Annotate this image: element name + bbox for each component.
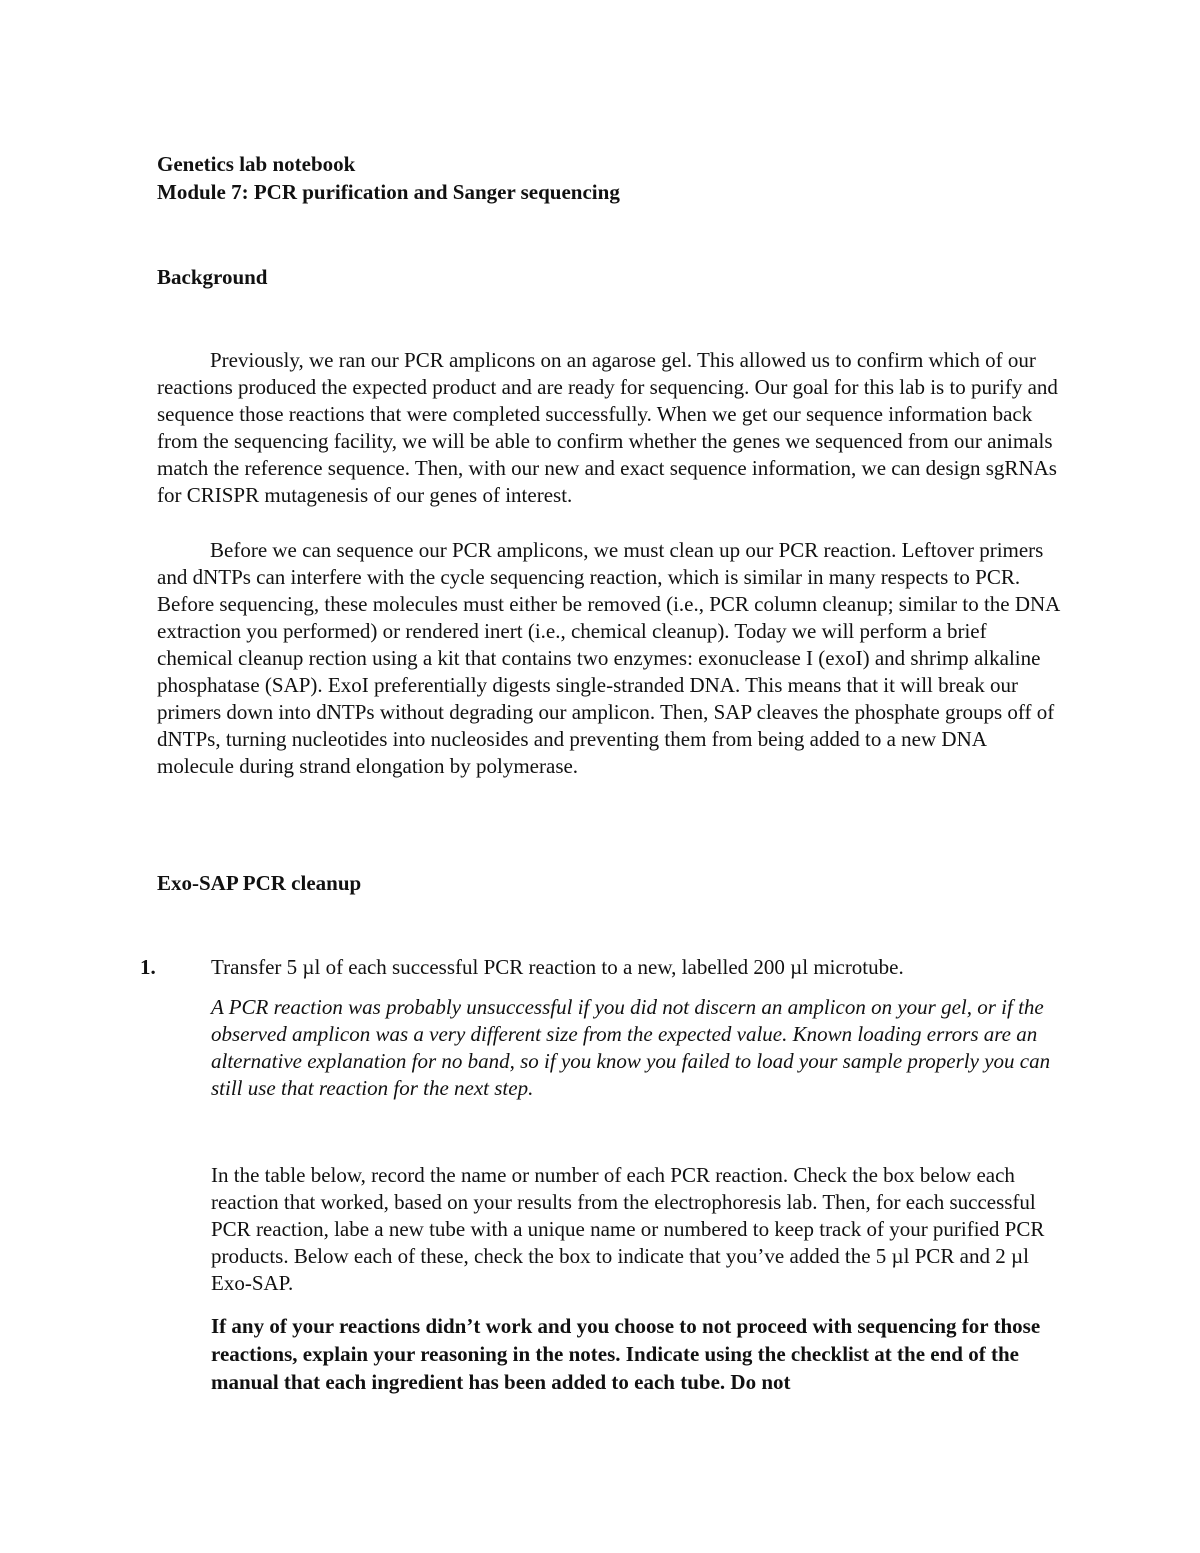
background-paragraph-2: Before we can sequence our PCR amplicons, we must clean up our PCR reaction. Leftover primers and dNTPs can interfere with the cycle sequencing reaction, which is similar in many respects to PCR. Before sequencing, these molecules must either be removed (i.e., PCR column cleanup; similar to the DNA extraction you performed) or rendered inert (i.e., chemical cleanup). Today we will perform a brief chemical cleanup rection using a kit that contains two enzymes: exonuclease I (exoI) and shrimp alkaline phosphatase (SAP). ExoI preferentially digests single-stranded DNA. This means that it will break our primers down into dNTPs without degrading our amplicon. Then, SAP cleaves the phosphate groups off of dNTPs, turning nucleotides into nucleosides and preventing them from being added to a new DNA molecule during strand elongation by polymerase.: [157, 538, 1060, 778]
background-heading: Background: [157, 265, 268, 289]
table-instructions: In the table below, record the name or number of each PCR reaction. Check the box below each reaction that worked, based on your results from the electrophoresis lab. Then, for each successful PCR reaction, labe a new tube with a unique name or numbered to keep track of your purified PCR products. Below each of these, check the box to indicate that you’ve added the 5 µl PCR and 2 µl Exo-SAP.: [211, 1163, 1045, 1295]
bold-warning: If any of your reactions didn’t work and you choose to not proceed with sequencing for those reactions, explain your reasoning in the notes. Indicate using the checklist at the end of the manual that each ingredient has been added to each tube. Do not: [211, 1314, 1041, 1394]
exosap-heading: Exo-SAP PCR cleanup: [157, 871, 362, 895]
background-paragraph-1: Previously, we ran our PCR amplicons on an agarose gel. This allowed us to confirm which of our reactions produced the expected product and are ready for sequencing. Our goal for this lab is to purify and sequence those reactions that were completed successfully. When we get our sequence information back from the sequencing facility, we will be able to confirm whether the genes we sequenced from our animals match the reference sequence. Then, with our new and exact sequence information, we can design sgRNAs for CRISPR mutagenesis of our genes of interest.: [157, 348, 1058, 507]
step-number: 1.: [140, 955, 156, 979]
module-title: Module 7: PCR purification and Sanger sequencing: [157, 180, 620, 204]
document-title: [157, 150, 620, 206]
step-1-text: Transfer 5 µl of each successful PCR reaction to a new, labelled 200 µl microtube.: [211, 955, 904, 979]
notebook-title: Genetics lab notebook: [157, 152, 356, 176]
step-1-note: A PCR reaction was probably unsuccessful if you did not discern an amplicon on your gel, or if the observed amplicon was a very different size from the expected value. Known loading errors are an alternative explanation for no band, so if you know you failed to load your sample properly you can still use that reaction for the next step.: [211, 995, 1051, 1100]
